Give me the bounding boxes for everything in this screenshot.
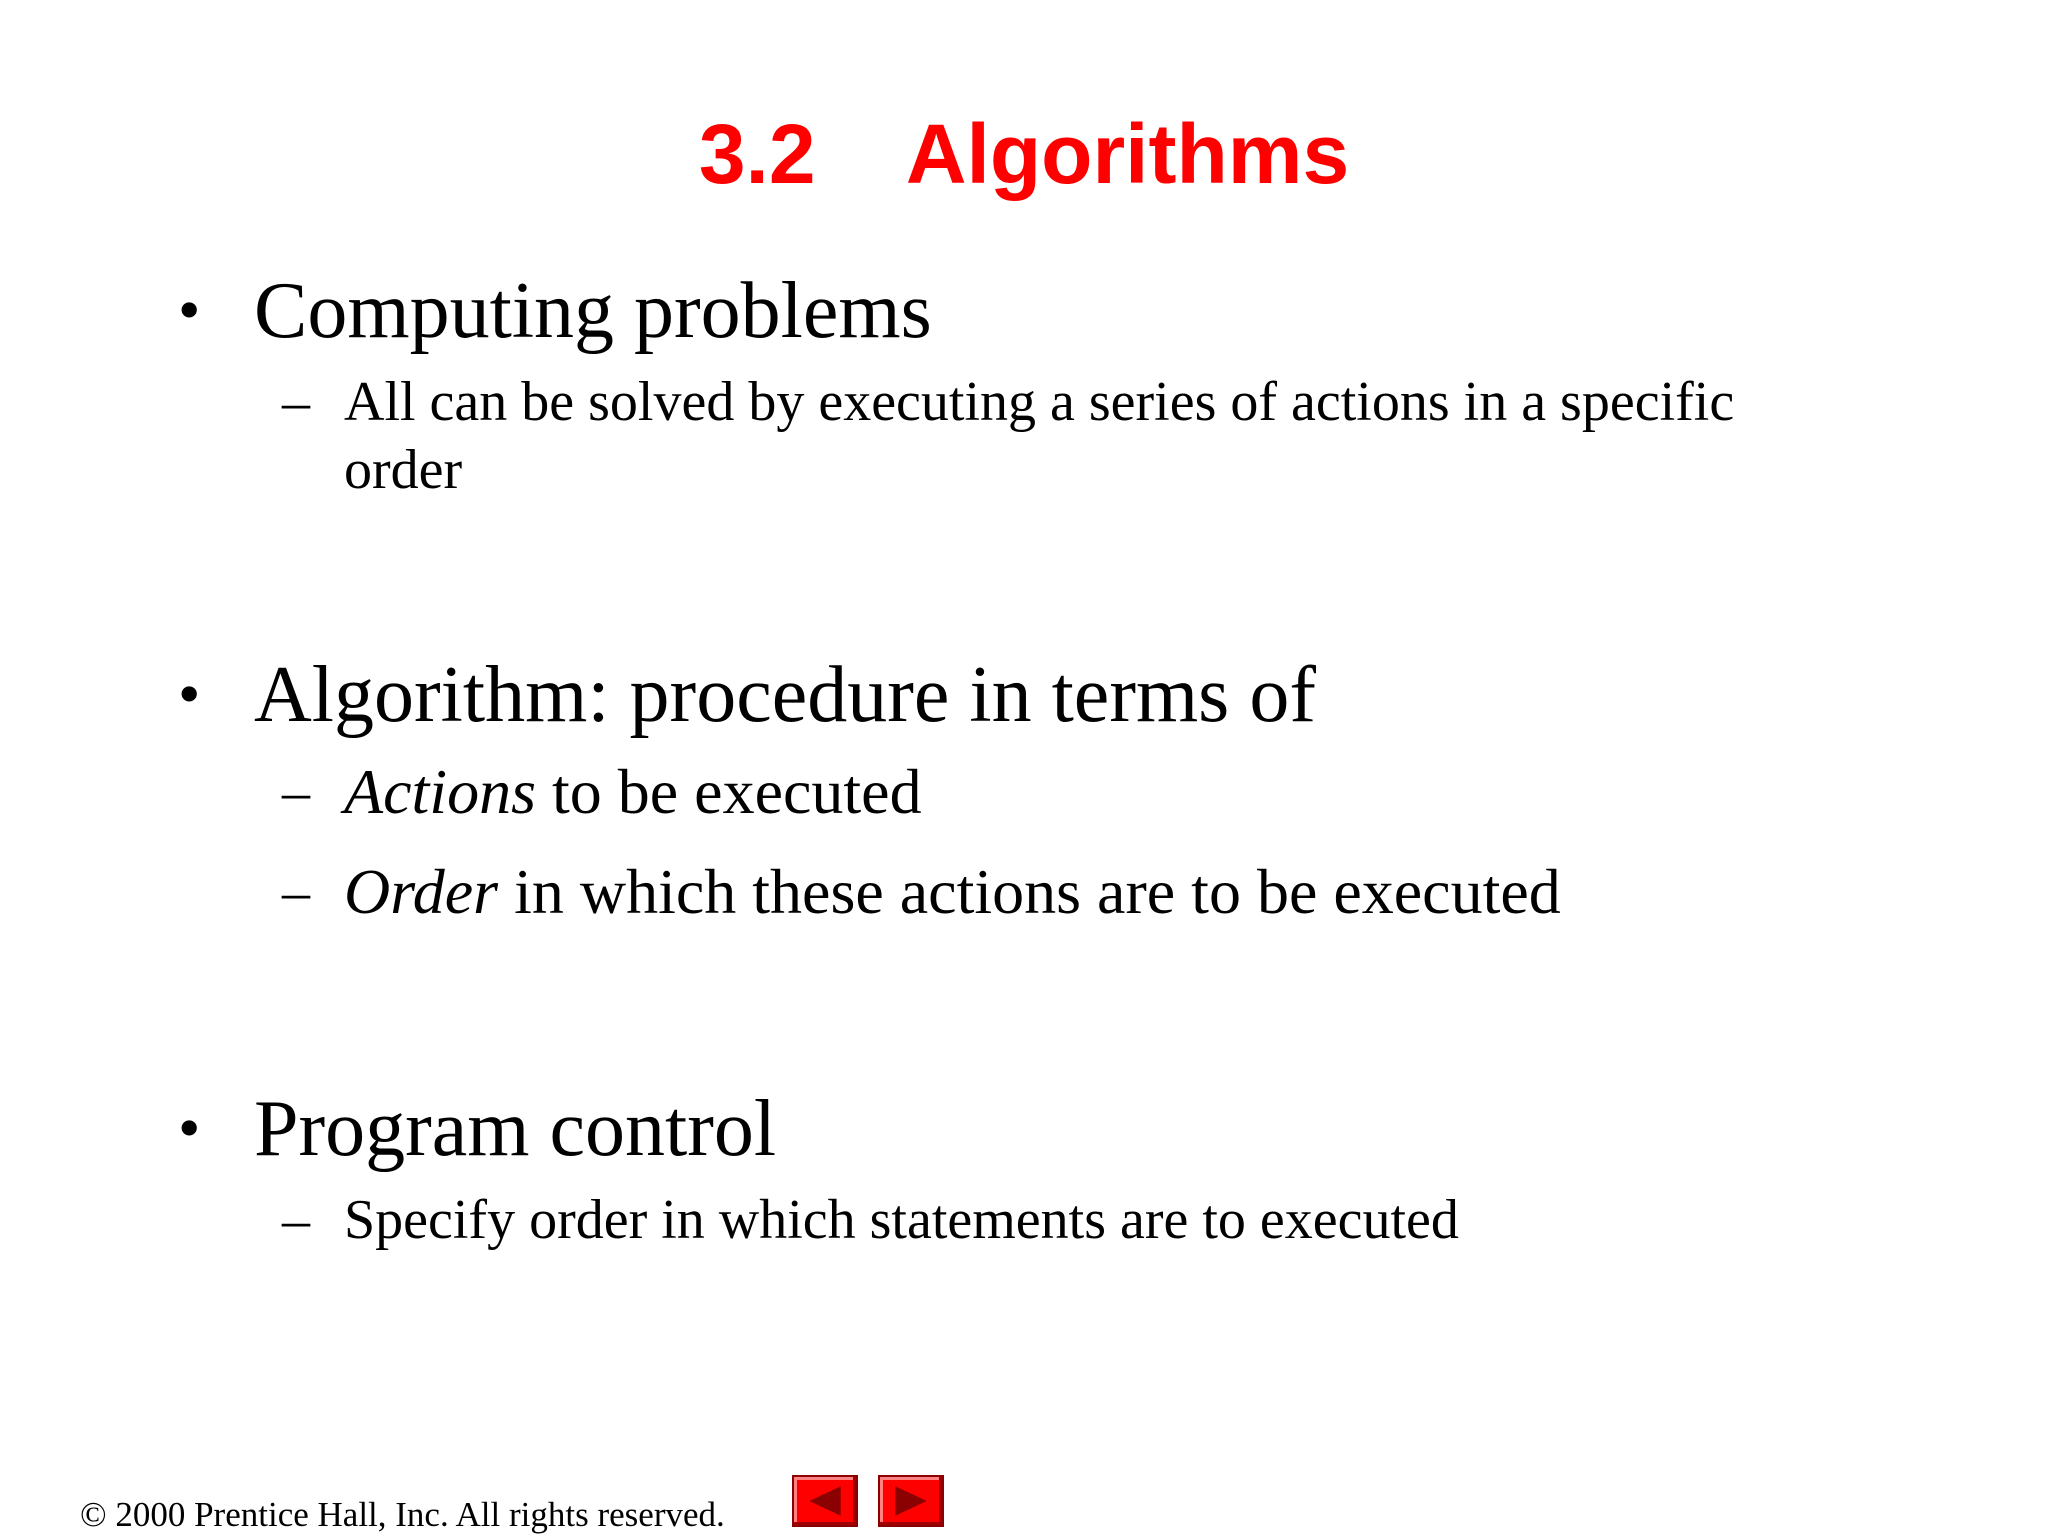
next-slide-button[interactable] [878, 1475, 944, 1527]
dash-marker: – [282, 861, 310, 923]
bullet-marker: • [178, 1092, 201, 1163]
bullet-text: Program control [254, 1085, 777, 1173]
emphasis-term: Actions [344, 756, 536, 827]
sub-bullet-text [344, 854, 1844, 930]
emphasis-term: Order [344, 856, 499, 927]
copyright-footer: © 2000 Prentice Hall, Inc. All rights reserved. [80, 1495, 725, 1534]
bullet-text: Computing problems [254, 267, 932, 355]
previous-slide-button[interactable] [792, 1475, 858, 1527]
dash-marker: – [282, 761, 310, 823]
left-arrow-icon [794, 1477, 856, 1525]
bullet-marker: • [178, 658, 201, 729]
slide-title: 3.2 Algorithms [698, 107, 1350, 201]
dash-marker: – [282, 371, 310, 433]
sub-bullet-rest: to be executed [535, 756, 922, 827]
dash-marker: – [282, 1189, 310, 1251]
sub-bullet-text: Specify order in which statements are to executed [344, 1189, 1459, 1251]
sub-bullet-rest: in which these actions are to be executed [498, 856, 1561, 927]
right-arrow-icon [880, 1477, 942, 1525]
sub-bullet-text: All can be solved by executing a series of actions in a specific order [344, 371, 1735, 501]
sub-bullet-text [344, 754, 1844, 830]
bullet-text: Algorithm: procedure in terms of [254, 651, 1316, 739]
bullet-marker: • [178, 274, 201, 345]
